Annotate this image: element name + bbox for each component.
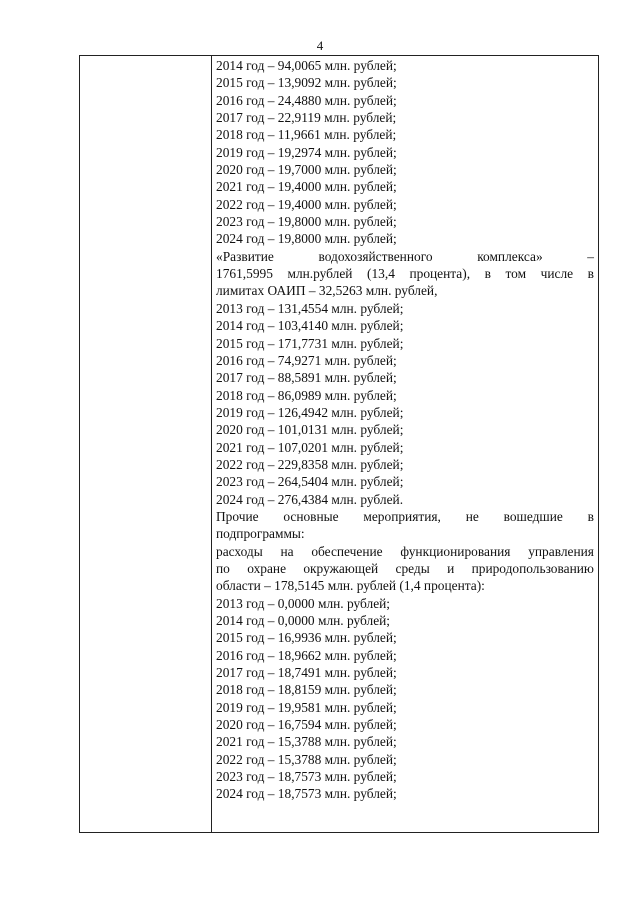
word: 1761,5995 — [216, 266, 273, 282]
page-number: 4 — [316, 38, 324, 53]
other-line-2: подпрограммы: — [216, 526, 305, 542]
funding-line: 2016 год – 74,9271 млн. рублей; — [216, 352, 397, 368]
expense-line-2 — [216, 560, 594, 577]
word: управления — [528, 543, 594, 559]
funding-line: 2015 год – 171,7731 млн. рублей; — [216, 335, 404, 351]
vodo-line-2 — [216, 265, 594, 282]
funding-list-a — [216, 57, 594, 248]
word: в — [484, 266, 491, 282]
word: расходы — [216, 543, 263, 559]
funding-line: 2023 год – 264,5404 млн. рублей; — [216, 474, 404, 490]
word: в — [587, 266, 594, 282]
word: функционирования — [400, 543, 511, 559]
word: «Развитие — [216, 248, 274, 264]
vodo-line-3: лимитах ОАИП – 32,5263 млн. рублей, — [216, 283, 438, 299]
funding-line: 2019 год – 19,2974 млн. рублей; — [216, 144, 397, 160]
word: водохозяйственного — [318, 248, 433, 264]
word: в — [587, 508, 594, 524]
funding-line: 2021 год – 15,3788 млн. рублей; — [216, 734, 397, 750]
funding-line: 2019 год – 19,9581 млн. рублей; — [216, 699, 397, 715]
funding-line: 2020 год – 19,7000 млн. рублей; — [216, 162, 397, 178]
word: вошедшие — [503, 508, 563, 524]
funding-line: 2016 год – 24,4880 млн. рублей; — [216, 92, 397, 108]
expense-line-1 — [216, 543, 594, 560]
word: не — [465, 508, 479, 524]
table-right-cell — [216, 57, 594, 803]
funding-line: 2017 год – 22,9119 млн. рублей; — [216, 110, 397, 126]
funding-line: 2018 год – 18,8159 млн. рублей; — [216, 682, 397, 698]
word: среды — [395, 560, 430, 576]
funding-line: 2013 год – 131,4554 млн. рублей; — [216, 300, 404, 316]
funding-line: 2017 год – 18,7491 млн. рублей; — [216, 665, 397, 681]
funding-line: 2015 год – 16,9936 млн. рублей; — [216, 630, 397, 646]
expense-line-3: области – 178,5145 млн. рублей (1,4 процента): — [216, 578, 485, 594]
vodo-subprogram-paragraph — [216, 248, 594, 300]
funding-line: 2014 год – 103,4140 млн. рублей; — [216, 318, 404, 334]
funding-line: 2018 год – 86,0989 млн. рублей; — [216, 387, 397, 403]
funding-line: 2021 год – 19,4000 млн. рублей; — [216, 179, 397, 195]
other-line-1 — [216, 508, 594, 525]
funding-line: 2013 год – 0,0000 млн. рублей; — [216, 595, 391, 611]
word: том — [505, 266, 527, 282]
word: и — [447, 560, 455, 576]
funding-line: 2024 год – 18,7573 млн. рублей; — [216, 786, 397, 802]
other-activities-paragraph — [216, 508, 594, 543]
funding-line: 2014 год – 94,0065 млн. рублей; — [216, 58, 397, 73]
word: по — [216, 560, 230, 576]
funding-line: 2021 год – 107,0201 млн. рублей; — [216, 439, 404, 455]
word: природопользованию — [471, 560, 594, 576]
funding-line: 2018 год – 11,9661 млн. рублей; — [216, 127, 397, 143]
word: – — [587, 248, 594, 264]
word: млн.рублей — [287, 266, 353, 282]
funding-line: 2023 год – 19,8000 млн. рублей; — [216, 214, 397, 230]
vodo-line-1 — [216, 248, 594, 265]
funding-line: 2023 год – 18,7573 млн. рублей; — [216, 769, 397, 785]
funding-line: 2017 год – 88,5891 млн. рублей; — [216, 370, 397, 386]
funding-line: 2019 год – 126,4942 млн. рублей; — [216, 404, 404, 420]
funding-line: 2024 год – 19,8000 млн. рублей; — [216, 231, 397, 247]
funding-line: 2015 год – 13,9092 млн. рублей; — [216, 75, 397, 91]
funding-line: 2022 год – 19,4000 млн. рублей; — [216, 196, 397, 212]
funding-line: 2024 год – 276,4384 млн. рублей. — [216, 491, 404, 507]
word: процента), — [409, 266, 471, 282]
word: основные — [283, 508, 339, 524]
word: мероприятия, — [363, 508, 441, 524]
funding-list-c — [216, 595, 594, 803]
funding-line: 2014 год – 0,0000 млн. рублей; — [216, 613, 391, 628]
expenses-paragraph — [216, 543, 594, 595]
word: обеспечение — [311, 543, 383, 559]
word: охране — [247, 560, 287, 576]
word: комплекса» — [477, 248, 543, 264]
word: Прочие — [216, 508, 259, 524]
word: окружающей — [303, 560, 379, 576]
word: на — [280, 543, 294, 559]
funding-list-b — [216, 300, 594, 508]
word: числе — [540, 266, 574, 282]
funding-line: 2020 год – 16,7594 млн. рублей; — [216, 717, 397, 733]
funding-line: 2016 год – 18,9662 млн. рублей; — [216, 647, 397, 663]
funding-line: 2022 год – 229,8358 млн. рублей; — [216, 456, 404, 472]
funding-line: 2020 год – 101,0131 млн. рублей; — [216, 422, 404, 438]
column-divider — [211, 55, 212, 833]
word: (13,4 — [367, 266, 395, 282]
funding-line: 2022 год – 15,3788 млн. рублей; — [216, 751, 397, 767]
